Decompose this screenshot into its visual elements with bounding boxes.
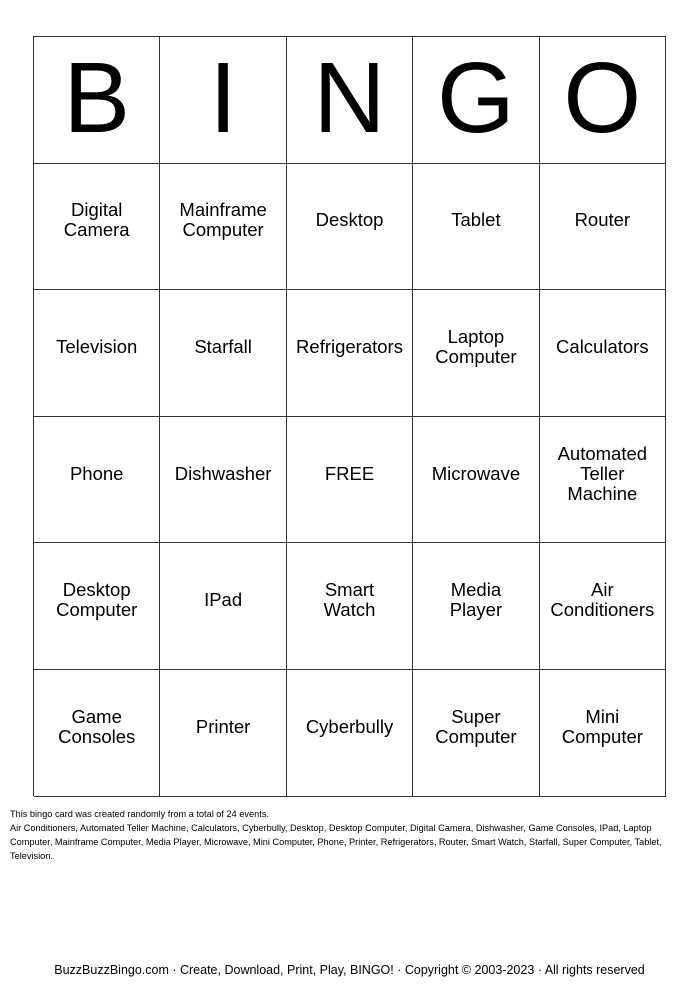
header-letter-n: N [287,37,413,164]
bingo-cell-label: Refrigerators [296,335,403,357]
bingo-cell-label: Phone [69,462,124,484]
bingo-cell-label: Cyberbully [305,715,394,737]
bingo-cell-label: Desktop [315,209,384,231]
bingo-cell-label: IPad [204,589,243,611]
header-letter-o: O [540,37,666,164]
bingo-cell [160,543,286,670]
bingo-cell-label: Microwave [431,462,521,484]
bingo-cell [413,290,539,417]
bingo-cell [540,670,666,797]
bingo-cell-label: Dishwasher [174,462,272,484]
bingo-cell [34,290,160,417]
bingo-cell [160,670,286,797]
bingo-cell [540,543,666,670]
bingo-cell [413,164,539,291]
bingo-cell [413,670,539,797]
bingo-card [33,36,666,796]
bingo-cell [413,417,539,544]
bingo-cell [287,164,413,291]
bingo-header-row [34,37,666,164]
bingo-cell-label: Tablet [451,209,501,231]
header-letter-i: I [160,37,286,164]
bingo-cell [540,290,666,417]
bingo-cell-label: Printer [195,715,251,737]
bingo-cell-label: Calculators [556,335,649,357]
card-info-summary: This bingo card was created randomly from a total of 24 events. [10,809,269,819]
bingo-cell-label: Digital Camera [63,199,130,241]
free-space-label: FREE [324,462,375,484]
bingo-cell [540,164,666,291]
free-space-cell [287,417,413,544]
bingo-cell-label: Mini Computer [561,705,643,747]
bingo-cell [287,290,413,417]
bingo-cell-label: Super Computer [435,705,517,747]
bingo-cell-label: Desktop Computer [56,579,138,621]
bingo-cell [160,290,286,417]
bingo-cell [34,417,160,544]
bingo-cell [160,164,286,291]
bingo-cell-label: Starfall [194,335,252,357]
bingo-row-3 [34,417,666,544]
bingo-cell [160,417,286,544]
card-info-events-list: Air Conditioners, Automated Teller Machine, Calculators, Cyberbully, Desktop, Desktop Computer, Digital Camera, Dishwasher, Game Consoles, IPad, Laptop Computer, Mainframe Computer, Media Player, Microwave, Mini Computer, Phone, Printer, Refrigerators, Router, Smart Watch, Starfall, Super Computer, Tablet, Television. [10,823,662,861]
bingo-cell [287,543,413,670]
bingo-cell [413,543,539,670]
bingo-cell-label: Television [56,335,138,357]
bingo-cell [34,543,160,670]
header-letter-b: B [34,37,160,164]
bingo-cell-label: Router [574,209,631,231]
bingo-cell [34,164,160,291]
card-info [10,807,690,863]
bingo-row-5 [34,670,666,797]
bingo-cell-label: Laptop Computer [435,325,517,367]
bingo-cell [287,670,413,797]
bingo-cell-label: Smart Watch [323,579,376,621]
bingo-cell-label: Media Player [449,579,503,621]
header-letter-g: G [413,37,539,164]
bingo-row-2 [34,290,666,417]
bingo-row-1 [34,164,666,291]
bingo-cell [34,670,160,797]
bingo-cell-label: Automated Teller Machine [557,442,648,504]
page-footer: BuzzBuzzBingo.com · Create, Download, Print, Play, BINGO! · Copyright © 2003-2023 · All rights reserved [54,963,645,977]
bingo-cell [540,417,666,544]
bingo-cell-label: Mainframe Computer [179,199,267,241]
bingo-row-4 [34,543,666,670]
bingo-cell-label: Air Conditioners [550,579,655,621]
bingo-cell-label: Game Consoles [58,705,136,747]
